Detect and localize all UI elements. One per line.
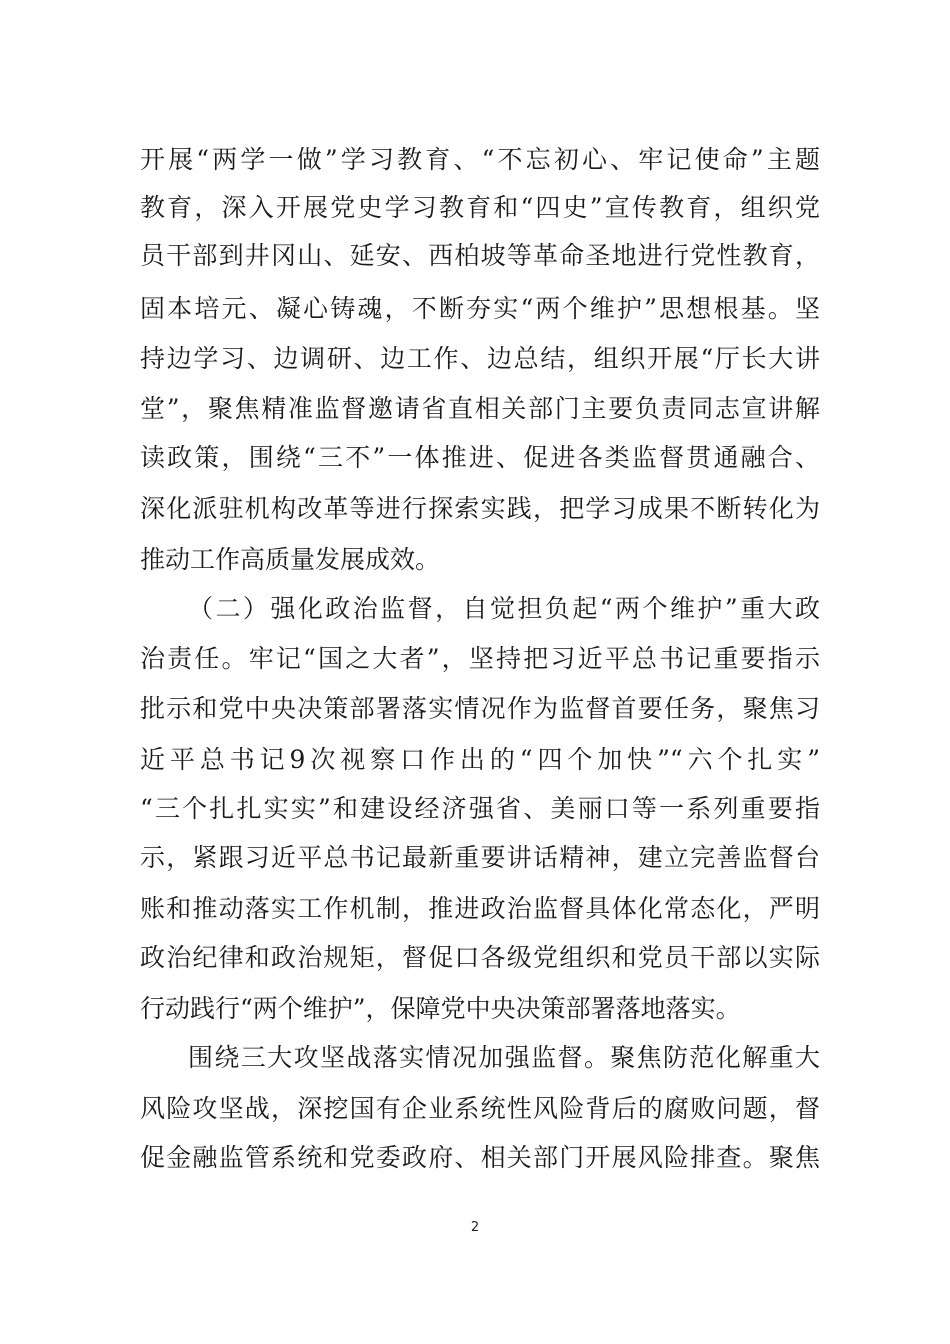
section-heading-line: （二）强化政治监督，自觉担负起“两个维护”重大政 <box>188 594 820 623</box>
text-line: 开展“两学一做”学习教育、“不忘初心、牢记使命”主题 <box>140 145 820 174</box>
text-line: 示，紧跟习近平总书记最新重要讲话精神，建立完善监督台 <box>140 843 820 872</box>
text-line: “三个扎扎实实”和建设经济强省、美丽口等一系列重要指 <box>140 794 820 823</box>
text-line: 深化派驻机构改革等进行探索实践，把学习成果不断转化为 <box>140 494 820 523</box>
text-line: 读政策，围绕“三不”一体推进、促进各类监督贯通融合、 <box>140 443 820 472</box>
page-number: 2 <box>470 1220 480 1235</box>
text-line: 教育，深入开展党史学习教育和“四史”宣传教育，组织党 <box>140 193 820 222</box>
text-line: 行动践行“两个维护”，保障党中央决策部署落地落实。 <box>140 994 741 1023</box>
text-line: 固本培元、凝心铸魂，不断夯实“两个维护”思想根基。坚 <box>140 294 820 323</box>
text-line: 批示和党中央决策部署落实情况作为监督首要任务，聚焦习 <box>140 694 820 723</box>
text-line: 账和推动落实工作机制，推进政治监督具体化常态化，严明 <box>140 894 820 923</box>
text-line: 促金融监管系统和党委政府、相关部门开展风险排查。聚焦 <box>140 1143 820 1172</box>
paragraph-first-line: 围绕三大攻坚战落实情况加强监督。聚焦防范化解重大 <box>188 1043 820 1072</box>
text-line: 治责任。牢记“国之大者”，坚持把习近平总书记重要指示 <box>140 644 820 673</box>
text-line: 持边学习、边调研、边工作、边总结，组织开展“厅长大讲 <box>140 344 820 373</box>
text-line: 政治纪律和政治规矩，督促口各级党组织和党员干部以实际 <box>140 943 820 972</box>
text-line: 风险攻坚战，深挖国有企业系统性风险背后的腐败问题，督 <box>140 1094 820 1123</box>
text-line: 堂”，聚焦精准监督邀请省直相关部门主要负责同志宣讲解 <box>140 394 820 423</box>
text-line: 近平总书记9次视察口作出的“四个加快”“六个扎实” <box>140 745 820 774</box>
text-line: 员干部到井冈山、延安、西柏坡等革命圣地进行党性教育， <box>140 241 820 270</box>
text-line: 推动工作高质量发展成效。 <box>140 545 441 574</box>
